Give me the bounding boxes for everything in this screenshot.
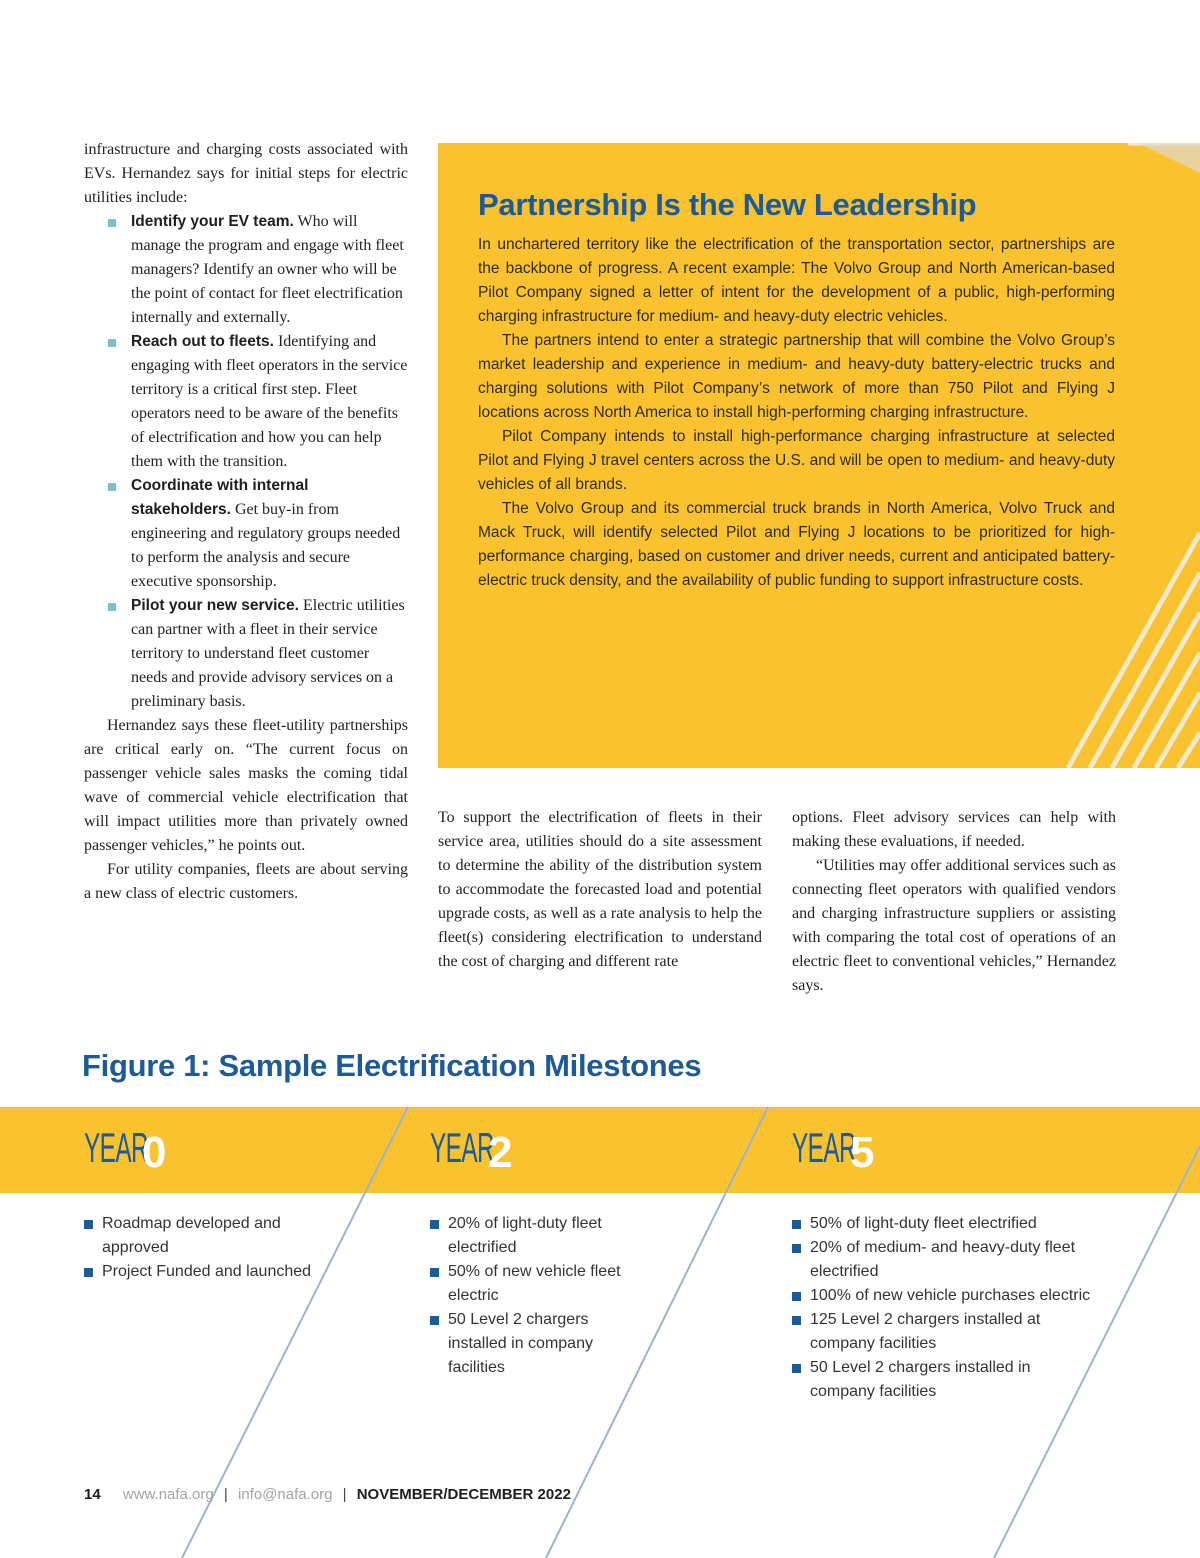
step-text: Electric utilities can partner with a fleet in their service territory to understand fleet customer needs and provide advisory services on a preliminary basis. [131,597,405,710]
year-number: 2 [488,1128,513,1177]
sidebar-paragraph: The partners intend to enter a strategic partnership that will combine the Volvo Group’s market leadership and experience in medium- and heavy-duty battery-electric trucks and charging solutions with Pilot Company’s network of more than 750 Pilot and Flying J locations across North America to install high-performing charging infrastructure. [478,332,1115,421]
milestone-text: 50% of light-duty fleet electrified [810,1215,1037,1232]
year-2-heading [430,1124,540,1184]
square-bullet-icon [792,1364,801,1373]
step-heading: Reach out to fleets. [131,333,274,350]
milestone-text: 50 Level 2 chargers installed in company facilities [810,1359,1031,1400]
page-footer [84,1484,571,1506]
milestone-text: 20% of medium- and heavy-duty fleet electrified [810,1239,1076,1280]
square-bullet-icon [792,1244,801,1253]
body-paragraph: Hernandez says these fleet-utility partnerships are critical early on. “The current focus on passenger vehicle sales masks the coming tidal wave of commercial vehicle electrification that will impact utilities more than privately owned passenger vehicles,” he points out. [84,717,408,854]
list-item [430,1212,650,1260]
list-item [430,1308,650,1380]
square-bullet-icon [430,1220,439,1229]
year-5-milestones [792,1212,1092,1404]
square-bullet-icon [84,1268,93,1277]
milestone-text: Roadmap developed and approved [102,1215,281,1256]
square-bullet-icon [84,1220,93,1229]
footer-separator: | [223,1486,228,1503]
step-heading: Coordinate with internal stakeholders. [131,477,309,518]
step-text: Who will manage the program and engage with fleet managers? Identify an owner who will be the point of contact for fleet electrification internally and externally. [131,213,404,326]
list-item [84,1260,324,1284]
sidebar-paragraph: In unchartered territory like the electrification of the transportation sector, partnerships are the backbone of progress. A recent example: The Volvo Group and North American-based Pilot Company signed a letter of intent for the development of a public, high-performing charging infrastructure for medium- and heavy-duty electric vehicles. [478,236,1115,325]
year-0-milestones [84,1212,324,1284]
year-number: 5 [850,1128,875,1177]
list-item [792,1284,1092,1308]
body-paragraph: “Utilities may offer additional services such as connecting fleet operators with qualified vendors and charging infrastructure suppliers or assisting with comparing the total cost of operations of an electric fleet to conventional vehicles,” Hernandez says. [792,857,1116,994]
square-bullet-icon [792,1220,801,1229]
list-item [792,1308,1092,1356]
body-paragraph: To support the electrification of fleets in their service area, utilities should do a site assessment to determine the ability of the distribution system to accommodate the forecasted load and potential upgrade costs, as well as a rate analysis to help the fleet(s) considering electrification to understand the cost of charging and different rate [438,809,762,970]
body-paragraph: options. Fleet advisory services can help with making these evaluations, if needed. [792,809,1116,850]
list-item [430,1260,650,1308]
milestone-text: 20% of light-duty fleet electrified [448,1215,602,1256]
square-bullet-icon [430,1316,439,1325]
year-label: YEAR [792,1124,857,1171]
step-text: Identifying and engaging with fleet operators in the service territory is a critical first step. Fleet operators need to be aware of the benefits of electrification and how you can help them with the transition. [131,333,408,470]
sidebar-title: Partnership Is the New Leadership [478,187,977,222]
year-number: 0 [142,1128,167,1177]
step-heading: Identify your EV team. [131,213,294,230]
figure-title: Figure 1: Sample Electrification Milestones [82,1048,702,1083]
intro-paragraph: infrastructure and charging costs associated with EVs. Hernandez says for initial steps for electric utilities include: [84,141,408,206]
body-paragraph: For utility companies, fleets are about serving a new class of electric customers. [84,861,408,902]
square-bullet-icon [792,1292,801,1301]
year-5-heading [792,1124,902,1184]
email-link[interactable]: info@nafa.org [238,1486,333,1503]
list-item [84,1212,324,1260]
milestone-text: 50 Level 2 chargers installed in company facilities [448,1311,593,1376]
square-bullet-icon [792,1316,801,1325]
year-0-heading [84,1124,194,1184]
list-item [792,1212,1092,1236]
step-heading: Pilot your new service. [131,597,299,614]
square-bullet-icon [430,1268,439,1277]
year-2-milestones [430,1212,650,1380]
sidebar-paragraph: Pilot Company intends to install high-performance charging infrastructure at selected Pilot and Flying J travel centers across the U.S. and will be open to medium- and heavy-duty vehicles of all brands. [478,428,1115,493]
list-item [792,1236,1092,1284]
year-label: YEAR [84,1124,149,1171]
website-link[interactable]: www.nafa.org [122,1486,214,1503]
issue-date: NOVEMBER/DECEMBER 2022 [356,1486,571,1503]
year-label: YEAR [430,1124,495,1171]
sidebar-paragraph: The Volvo Group and its commercial truck brands in North America, Volvo Truck and Mack Truck, will identify selected Pilot and Flying J locations to be prioritized for high-performance charging, based on customer and driver needs, current and anticipated battery-electric truck density, and the availability of public funding to support infrastructure costs. [478,500,1115,589]
footer-separator: | [342,1486,347,1503]
page-number: 14 [84,1486,101,1503]
milestone-text: 50% of new vehicle fleet electric [448,1263,621,1304]
milestone-text: 125 Level 2 chargers installed at company facilities [810,1311,1041,1352]
milestone-text: 100% of new vehicle purchases electric [810,1287,1091,1304]
step-text: Get buy-in from engineering and regulatory groups needed to perform the analysis and secure executive sponsorship. [131,501,401,590]
milestone-text: Project Funded and launched [102,1263,312,1280]
list-item [792,1356,1092,1404]
